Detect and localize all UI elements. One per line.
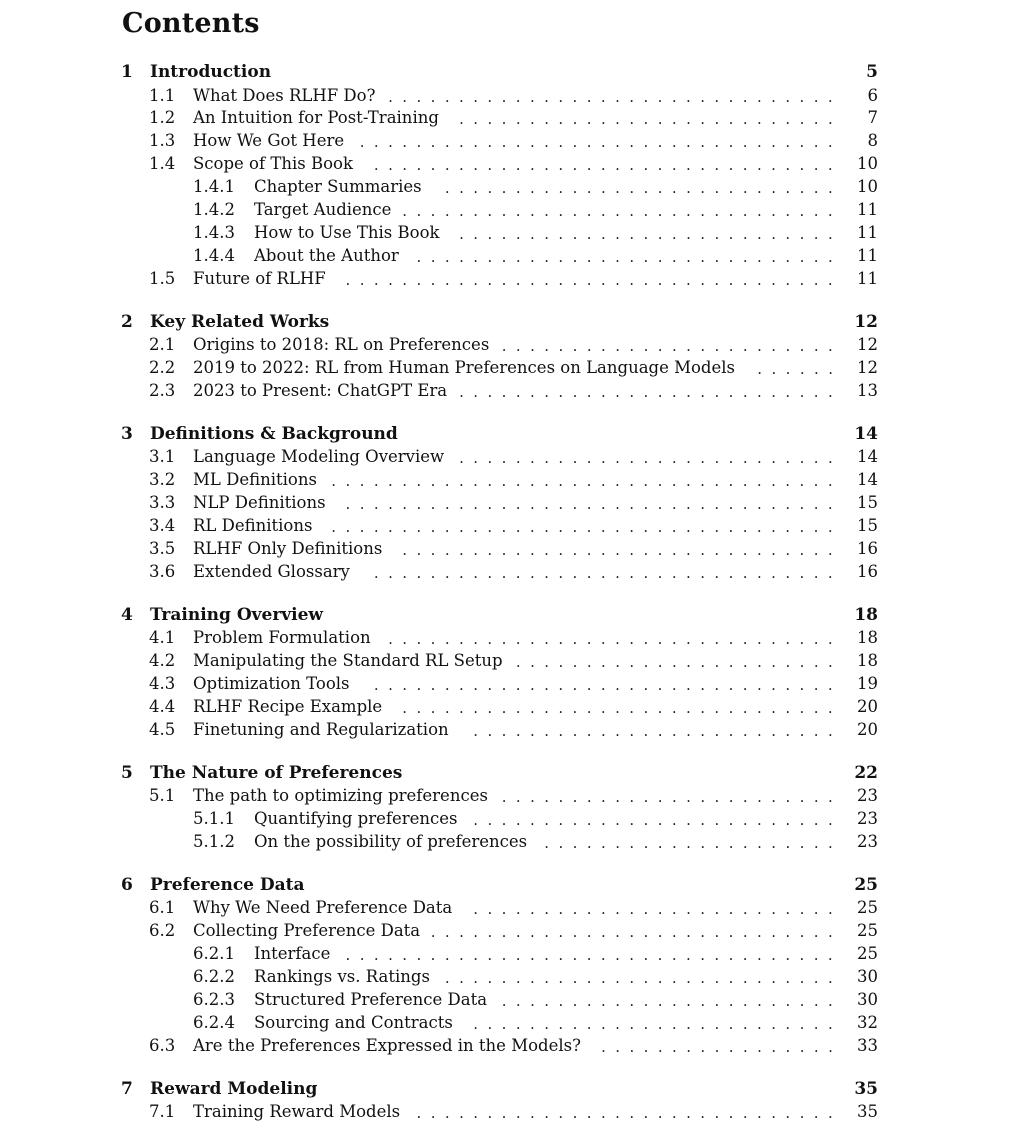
toc-entry-section[interactable] — [0, 538, 1011, 560]
toc-entry-page[interactable]: 18 — [854, 604, 878, 625]
toc-entry-number: 6.1 — [149, 898, 176, 918]
toc-entry-section[interactable] — [0, 446, 1011, 468]
toc-entry-page[interactable]: 23 — [857, 832, 878, 851]
toc-entry-title[interactable]: Training Overview — [150, 604, 327, 626]
toc-entry-chapter[interactable] — [0, 1078, 1011, 1100]
toc-entry-section[interactable] — [0, 515, 1011, 537]
toc-entry-section[interactable] — [0, 627, 1011, 649]
toc-leader-dots: . . . . . . . . . . . . . . . . . . . . . . . . . . . . . . . — [402, 202, 833, 220]
toc-leader-dots: . . . . . . . . . . . . . . . . . . . . . . . . . . . . . . . . . . . . — [331, 472, 833, 491]
toc-leader-dots: . . . . . . . . . . . . . . . . . . . . . . . . — [501, 337, 833, 356]
toc-entry-number: 3.1 — [149, 447, 176, 467]
toc-entry-page[interactable]: 35 — [854, 1078, 878, 1099]
toc-entry-title[interactable]: How We Got Here — [193, 130, 348, 152]
toc-entry-title[interactable]: Problem Formulation — [193, 627, 375, 649]
toc-entry-number: 7.1 — [149, 1102, 176, 1122]
toc-leader-dots: . . . . . . . . . . . . . . . . . . . . . . . . . . . . . . . . . . . — [345, 495, 833, 514]
toc-entry-page[interactable]: 15 — [857, 516, 878, 535]
toc-entry-title[interactable]: Origins to 2018: RL on Preferences — [193, 334, 493, 356]
toc-entry-page[interactable]: 25 — [854, 874, 878, 895]
toc-leader-dots: . . . . . . . . . . . . . . . . . . . . . . . . . . . . . . . . — [388, 630, 833, 649]
toc-entry-number: 3.5 — [149, 538, 176, 558]
toc-entry-number: 1.1 — [149, 85, 176, 105]
toc-entry-title[interactable]: Definitions & Background — [150, 423, 402, 445]
toc-leader-dots: . . . . . . . . . . . . . . . . . . . . . . . . . . . — [459, 224, 833, 243]
toc-leader-dots: . . . . . . . . . . . . . . . . . . . . . . . . . . . . . . . . . . . — [345, 946, 833, 965]
toc-entry-number: 6.2.4 — [193, 1012, 235, 1032]
toc-entry-chapter[interactable] — [0, 61, 1011, 83]
toc-entry-title[interactable]: Chapter Summaries — [254, 176, 426, 198]
toc-entry-section[interactable] — [0, 1035, 1011, 1057]
toc-entry-section[interactable] — [0, 469, 1011, 491]
toc-entry-subsection[interactable] — [0, 831, 1011, 853]
toc-entry-title[interactable]: Training Reward Models — [193, 1101, 404, 1123]
toc-entry-title[interactable]: NLP Definitions — [193, 492, 330, 514]
toc-leader-dots: . . . . . . . . . . . . . . . . . . . . . . . . . . — [473, 811, 833, 830]
toc-entry-title[interactable]: What Does RLHF Do? — [193, 85, 379, 107]
toc-entry-page[interactable]: 12 — [857, 335, 878, 355]
toc-entry-page[interactable]: 14 — [854, 423, 878, 444]
toc-entry-page[interactable]: 30 — [857, 990, 878, 1009]
toc-entry-number: 1.3 — [149, 131, 176, 151]
toc-entry-page[interactable]: 18 — [857, 651, 878, 671]
toc-entry-number: 4.1 — [149, 628, 176, 648]
toc-entry-number: 2.1 — [149, 335, 176, 355]
toc-entry-page[interactable]: 19 — [857, 674, 878, 693]
toc-entry-page[interactable]: 14 — [857, 470, 878, 490]
toc-entry-page[interactable]: 35 — [857, 1102, 878, 1122]
toc-entry-page[interactable]: 18 — [857, 628, 878, 648]
toc-entry-title[interactable]: 2019 to 2022: RL from Human Preferences on Language Models — [193, 357, 739, 379]
toc-entry-title[interactable]: Manipulating the Standard RL Setup — [193, 650, 507, 672]
toc-entry-page[interactable]: 11 — [857, 245, 878, 265]
toc-entry-title[interactable]: About the Author — [254, 245, 403, 267]
toc-leader-dots: . . . . . . . . . . . . . . . . . . . . . . . . . . . . . . . . . . . — [345, 270, 833, 289]
toc-leader-dots: . . . . . . . . . . . . . . . . . . . . . . . . . . . . — [444, 179, 833, 198]
toc-entry-section[interactable] — [0, 85, 1011, 107]
toc-entry-number: 4.4 — [149, 696, 176, 716]
toc-entry-number: 1.4.1 — [193, 177, 235, 197]
toc-leader-dots: . . . . . . . . . . . . . . . . . . . . . . . . . . . . . . . . . — [373, 563, 833, 582]
toc-entry-page[interactable]: 16 — [857, 538, 878, 558]
toc-entry-title[interactable]: Quantifying preferences — [254, 808, 462, 830]
toc-entry-number: 5.1.1 — [193, 809, 235, 829]
page-title: Contents — [122, 8, 260, 39]
toc-entry-section[interactable] — [0, 650, 1011, 672]
toc-entry-title[interactable]: Language Modeling Overview — [193, 446, 448, 468]
toc-entry-chapter[interactable] — [0, 874, 1011, 896]
toc-entry-title[interactable]: RLHF Only Definitions — [193, 538, 386, 560]
toc-entry-number: 4.3 — [149, 674, 176, 693]
toc-entry-section[interactable] — [0, 920, 1011, 942]
toc-entry-number: 5 — [121, 762, 133, 783]
toc-entry-number: 4 — [121, 604, 133, 625]
toc-entry-chapter[interactable] — [0, 604, 1011, 626]
toc-entry-title[interactable]: Introduction — [150, 61, 275, 83]
toc-entry-subsection[interactable] — [0, 808, 1011, 830]
toc-entry-page[interactable]: 10 — [857, 154, 878, 174]
toc-entry-subsection[interactable] — [0, 199, 1011, 221]
toc-entry-number: 1 — [121, 62, 133, 82]
toc-entry-number: 6.2.1 — [193, 944, 235, 964]
toc-entry-page[interactable]: 25 — [857, 898, 878, 918]
toc-entry-page[interactable]: 6 — [867, 85, 878, 105]
toc-entry-chapter[interactable] — [0, 311, 1011, 333]
toc-entry-number: 3.6 — [149, 561, 176, 581]
toc-entry-number: 1.4.3 — [193, 222, 235, 242]
toc-entry-page[interactable]: 12 — [857, 358, 878, 377]
toc-entry-title[interactable]: ML Definitions — [193, 469, 321, 491]
toc-leader-dots: . . . . . . . . . . . . . . . . . . . . . . . . . . . . . . . . . — [373, 156, 833, 175]
toc-entry-number: 6.3 — [149, 1035, 176, 1055]
toc-entry-number: 5.1.2 — [193, 832, 235, 851]
toc-entry-section[interactable] — [0, 357, 1011, 379]
toc-entry-page[interactable]: 13 — [857, 380, 878, 400]
toc-entry-section[interactable] — [0, 334, 1011, 356]
toc-entry-title[interactable]: Are the Preferences Expressed in the Models? — [193, 1035, 585, 1057]
toc-entry-title[interactable]: Preference Data — [150, 874, 309, 896]
toc-leader-dots: . . . . . . . . . . . . . . . . . . . . . . . . . . . . . . — [416, 247, 833, 266]
toc-leader-dots: . . . . . . . . . . . . . . . . . — [601, 1037, 833, 1056]
toc-entry-section[interactable] — [0, 107, 1011, 129]
toc-entry-page[interactable]: 15 — [857, 493, 878, 513]
toc-entry-section[interactable] — [0, 561, 1011, 583]
toc-entry-page[interactable]: 23 — [857, 809, 878, 829]
toc-entry-title[interactable]: The path to optimizing preferences — [193, 785, 492, 807]
toc-leader-dots: . . . . . . . . . . . . . . . . . . . . . . . . . . . . . . . — [402, 698, 833, 717]
toc-entry-page[interactable]: 20 — [857, 696, 878, 716]
toc-entry-number: 4.2 — [149, 651, 176, 671]
toc-entry-page[interactable]: 14 — [857, 447, 878, 467]
toc-entry-title[interactable]: Scope of This Book — [193, 153, 357, 175]
toc-leader-dots: . . . . . . — [757, 360, 834, 378]
toc-entry-subsection[interactable] — [0, 989, 1011, 1011]
toc-entry-number: 6.2.3 — [193, 990, 235, 1009]
toc-entry-section[interactable] — [0, 380, 1011, 402]
toc-entry-number: 1.2 — [149, 108, 176, 128]
toc-entry-title[interactable]: The Nature of Preferences — [150, 762, 406, 784]
toc-leader-dots: . . . . . . . . . . . . . . . . . . . . . . . . — [501, 788, 833, 807]
toc-entry-section[interactable] — [0, 897, 1011, 919]
toc-entry-number: 1.5 — [149, 268, 176, 288]
toc-entry-page[interactable]: 25 — [857, 944, 878, 964]
toc-entry-section[interactable] — [0, 153, 1011, 175]
toc-leader-dots: . . . . . . . . . . . . . . . . . . . . . . . . . . . . . . . — [402, 540, 833, 559]
toc-entry-section[interactable] — [0, 719, 1011, 741]
toc-entry-section[interactable] — [0, 696, 1011, 718]
toc-leader-dots: . . . . . . . . . . . . . . . . . . . . . . . . . . . . — [444, 969, 833, 988]
toc-entry-number: 3 — [121, 423, 133, 444]
toc-entry-section[interactable] — [0, 492, 1011, 514]
toc-entry-section[interactable] — [0, 785, 1011, 807]
toc-entry-title[interactable]: RLHF Recipe Example — [193, 696, 386, 718]
toc-entry-number: 6.2.2 — [193, 967, 235, 987]
toc-entry-section[interactable] — [0, 1101, 1011, 1123]
toc-entry-title[interactable]: Key Related Works — [150, 311, 333, 333]
toc-entry-page[interactable]: 30 — [857, 967, 878, 987]
toc-entry-title[interactable]: Extended Glossary — [193, 561, 354, 583]
toc-entry-page[interactable]: 20 — [857, 719, 878, 739]
toc-leader-dots: . . . . . . . . . . . . . . . . . . . . . . . . . . — [473, 1014, 833, 1033]
toc-entry-title[interactable]: Structured Preference Data — [254, 989, 491, 1011]
toc-entry-number: 1.4.2 — [193, 200, 235, 219]
toc-entry-number: 1.4.4 — [193, 245, 235, 265]
toc-entry-title[interactable]: Collecting Preference Data — [193, 920, 424, 942]
toc-entry-chapter[interactable] — [0, 423, 1011, 445]
toc-entry-page[interactable]: 10 — [857, 177, 878, 197]
toc-entry-page[interactable]: 8 — [867, 131, 878, 151]
toc-entry-title[interactable]: Sourcing and Contracts — [254, 1012, 457, 1034]
toc-entry-subsection[interactable] — [0, 222, 1011, 244]
toc-entry-number: 5.1 — [149, 786, 176, 806]
toc-entry-page[interactable]: 12 — [854, 311, 878, 332]
toc-leader-dots: . . . . . . . . . . . . . . . . . . . . . . . . — [501, 992, 833, 1010]
toc-entry-number: 3.4 — [149, 516, 176, 535]
toc-entry-page[interactable]: 32 — [857, 1012, 878, 1032]
toc-entry-title[interactable]: Finetuning and Regularization — [193, 719, 453, 741]
toc-entry-page[interactable]: 23 — [857, 786, 878, 806]
toc-entry-number: 7 — [121, 1078, 133, 1099]
toc-leader-dots: . . . . . . . . . . . . . . . . . . . . . . . . . . . . . . — [416, 1104, 833, 1123]
toc-leader-dots: . . . . . . . . . . . . . . . . . . . . . . . . . . . . . — [430, 923, 833, 942]
toc-entry-number: 6.2 — [149, 921, 176, 941]
toc-entry-title[interactable]: Rankings vs. Ratings — [254, 966, 434, 988]
toc-entry-number: 4.5 — [149, 719, 176, 739]
toc-entry-number: 2 — [121, 311, 133, 332]
toc-entry-title[interactable]: Why We Need Preference Data — [193, 897, 456, 919]
toc-leader-dots: . . . . . . . . . . . . . . . . . . . . . . . . . . . — [459, 110, 833, 129]
toc-entry-title[interactable]: Future of RLHF — [193, 268, 330, 290]
toc-entry-page[interactable]: 22 — [854, 762, 878, 783]
toc-leader-dots: . . . . . . . . . . . . . . . . . . . . . — [544, 834, 833, 852]
toc-entry-subsection[interactable] — [0, 245, 1011, 267]
toc-entry-title[interactable]: How to Use This Book — [254, 222, 444, 244]
toc-entry-number: 2.3 — [149, 380, 176, 400]
toc-entry-page[interactable]: 5 — [866, 62, 878, 82]
toc-entry-number: 1.4 — [149, 154, 176, 174]
toc-entry-page[interactable]: 16 — [857, 561, 878, 581]
toc-entry-title[interactable]: Interface — [254, 943, 334, 965]
toc-leader-dots: . . . . . . . . . . . . . . . . . . . . . . . . . . . — [459, 382, 833, 401]
toc-leader-dots: . . . . . . . . . . . . . . . . . . . . . . . . . . . . . . . . — [388, 87, 833, 106]
toc-entry-title[interactable]: Reward Modeling — [150, 1078, 321, 1100]
toc-leader-dots: . . . . . . . . . . . . . . . . . . . . . . . . . . . — [459, 449, 833, 468]
toc-entry-title[interactable]: RL Definitions — [193, 515, 316, 537]
toc-entry-section[interactable] — [0, 268, 1011, 290]
toc-entry-subsection[interactable] — [0, 176, 1011, 198]
toc-leader-dots: . . . . . . . . . . . . . . . . . . . . . . . . . . . . . . . . . . — [359, 133, 833, 152]
toc-entry-chapter[interactable] — [0, 762, 1011, 784]
toc-leader-dots: . . . . . . . . . . . . . . . . . . . . . . . . . . — [473, 900, 833, 919]
toc-entry-title[interactable]: Target Audience — [254, 199, 395, 221]
toc-entry-subsection[interactable] — [0, 943, 1011, 965]
toc-entry-page[interactable]: 11 — [857, 222, 878, 242]
toc-leader-dots: . . . . . . . . . . . . . . . . . . . . . . . . . . . . . . . . . . . . — [331, 518, 833, 536]
toc-entry-title[interactable]: An Intuition for Post-Training — [193, 107, 443, 129]
toc-entry-number: 6 — [121, 874, 133, 895]
toc-entry-title[interactable]: Optimization Tools — [193, 673, 354, 695]
toc-entry-page[interactable]: 7 — [867, 108, 878, 128]
toc-entry-number: 3.3 — [149, 493, 176, 513]
toc-entry-title[interactable]: 2023 to Present: ChatGPT Era — [193, 380, 451, 402]
toc-entry-subsection[interactable] — [0, 966, 1011, 988]
toc-leader-dots: . . . . . . . . . . . . . . . . . . . . . . . — [515, 653, 833, 672]
toc-entry-page[interactable]: 33 — [857, 1035, 878, 1055]
toc-entry-number: 3.2 — [149, 470, 176, 490]
toc-entry-section[interactable] — [0, 673, 1011, 695]
toc-entry-number: 2.2 — [149, 358, 176, 377]
toc-leader-dots: . . . . . . . . . . . . . . . . . . . . . . . . . . . . . . . . . — [373, 676, 833, 694]
toc-entry-page[interactable]: 11 — [857, 268, 878, 288]
toc-leader-dots: . . . . . . . . . . . . . . . . . . . . . . . . . . — [473, 721, 833, 740]
toc-entry-section[interactable] — [0, 130, 1011, 152]
toc-entry-subsection[interactable] — [0, 1012, 1011, 1034]
toc-entry-page[interactable]: 11 — [857, 200, 878, 219]
toc-entry-page[interactable]: 25 — [857, 921, 878, 941]
toc-entry-title[interactable]: On the possibility of preferences — [254, 831, 531, 853]
